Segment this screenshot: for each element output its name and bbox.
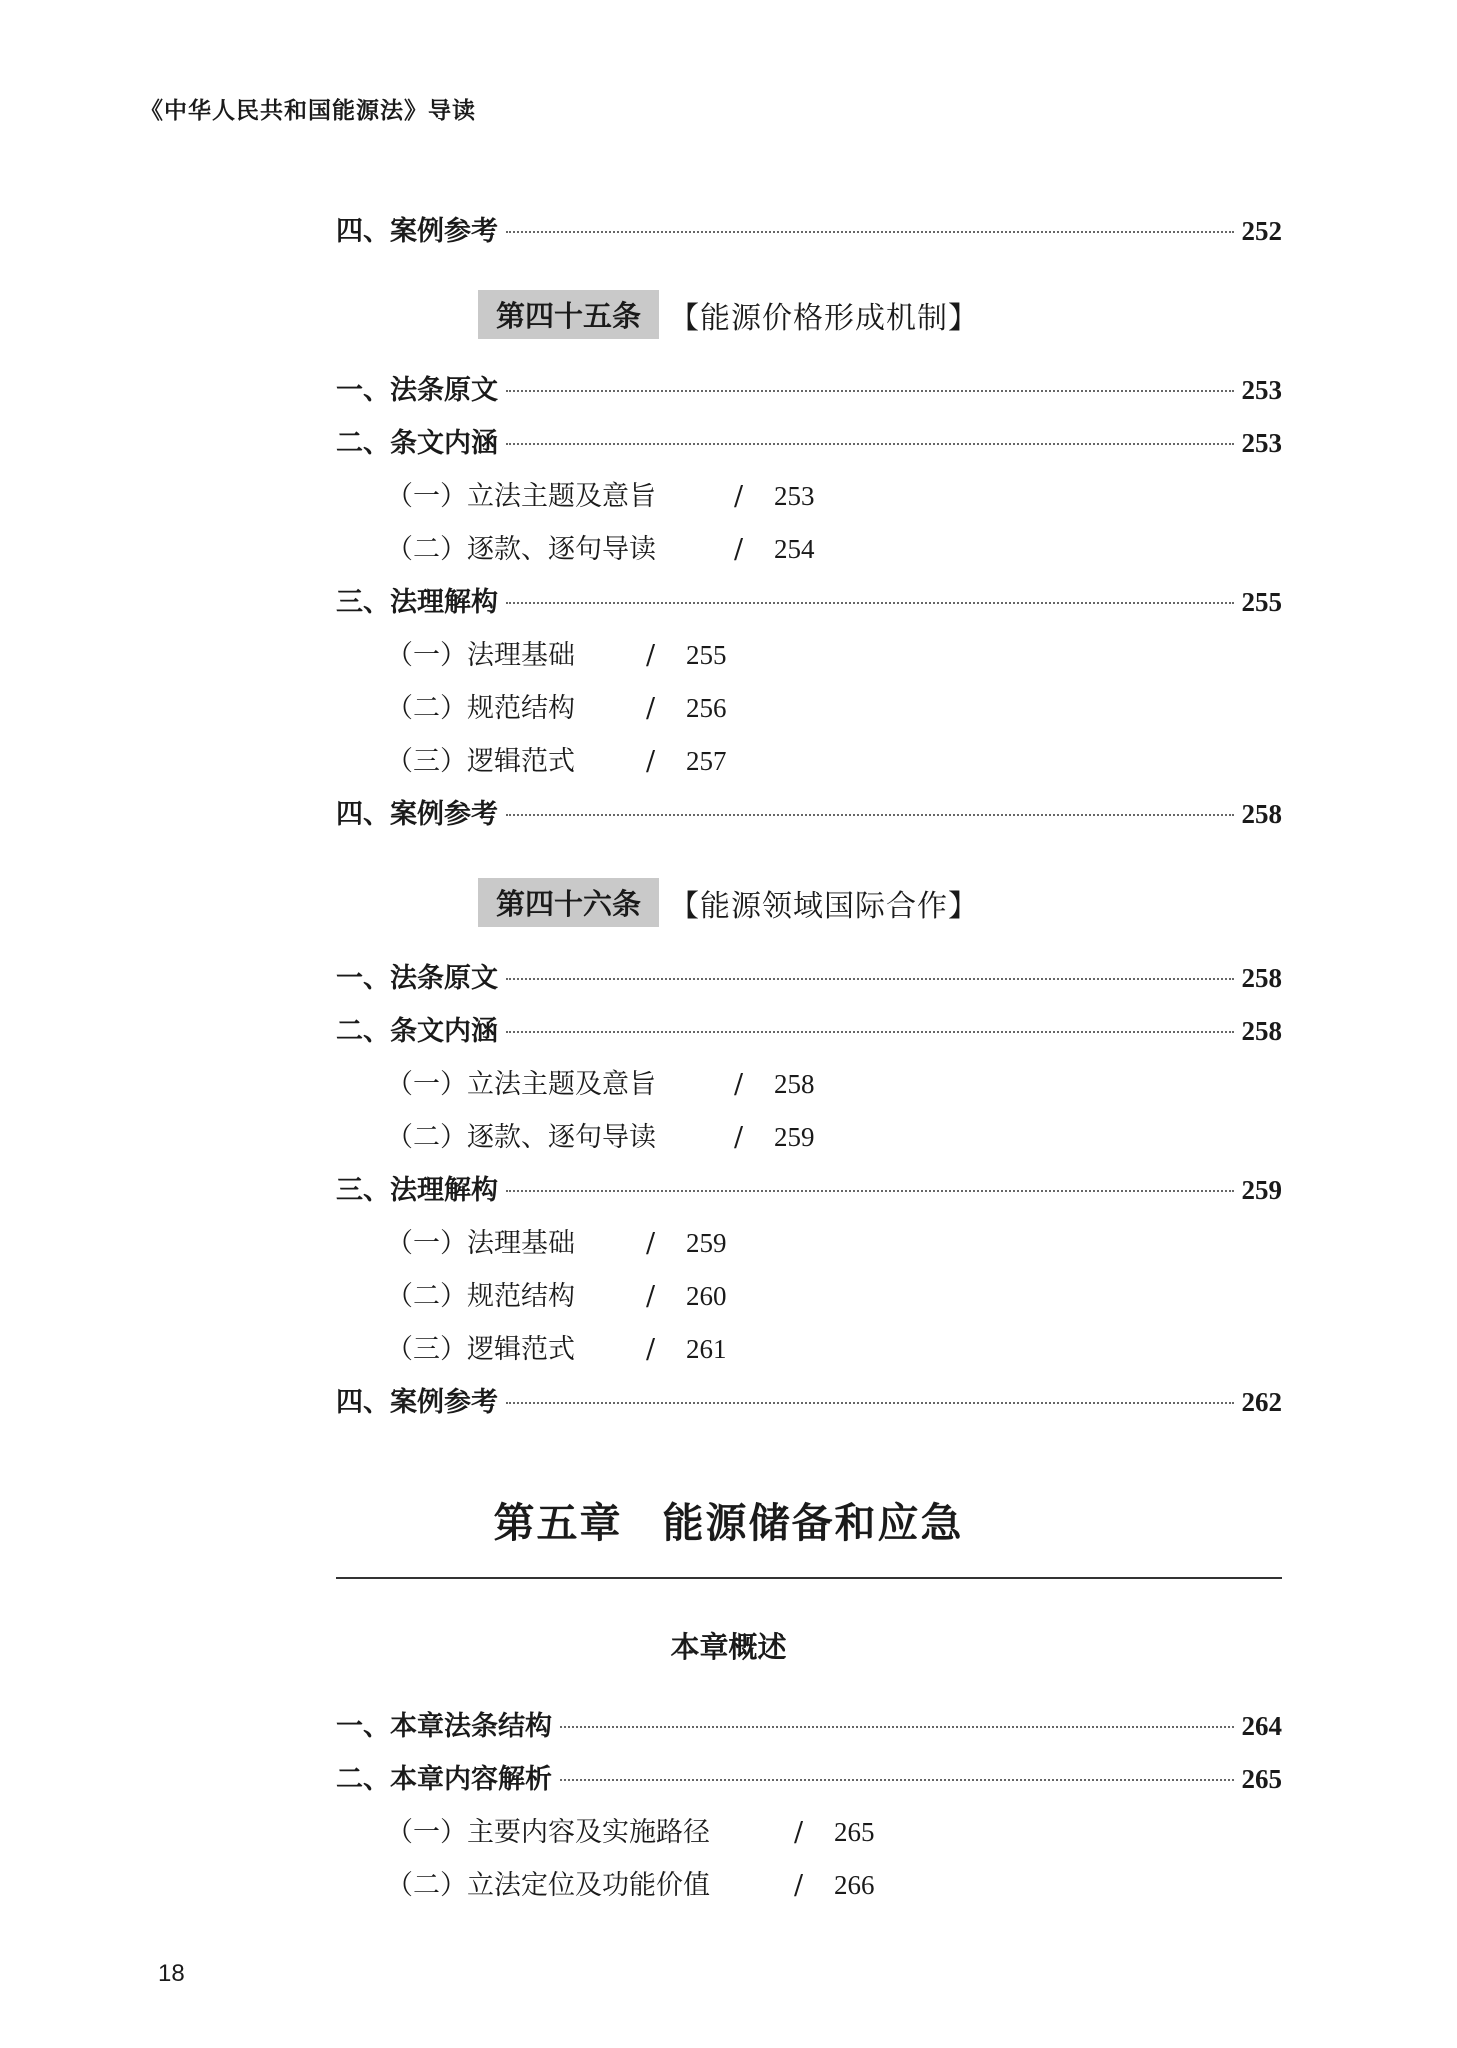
toc-entry[interactable] — [336, 1164, 1282, 1217]
toc-subentry[interactable] — [336, 523, 1282, 576]
toc-subentry-page: 255 — [686, 640, 727, 670]
toc-entry-page: 258 — [1241, 1016, 1282, 1046]
dot-leader — [506, 390, 1234, 392]
article-title: 【能源价格形成机制】 — [669, 300, 979, 336]
page-separator: / — [794, 1817, 804, 1848]
toc-entry-label: 四、案例参考 — [336, 216, 498, 247]
toc-entry[interactable] — [336, 364, 1282, 417]
toc-entry-page: 259 — [1241, 1175, 1282, 1205]
toc-subentry-page: 257 — [686, 746, 727, 776]
page-separator: / — [646, 746, 656, 777]
article-heading-45 — [0, 290, 1457, 339]
page-number: 18 — [158, 1960, 185, 1987]
toc-subentry[interactable] — [336, 470, 1282, 523]
toc-entry-page: 258 — [1241, 963, 1282, 993]
toc-subentry[interactable] — [336, 1111, 1282, 1164]
toc-entry[interactable] — [336, 788, 1282, 841]
toc-entry-label: 二、条文内涵 — [336, 1016, 498, 1047]
toc-entry[interactable] — [336, 205, 1282, 258]
toc-subentry-page: 256 — [686, 693, 727, 723]
toc-entry-page: 253 — [1241, 428, 1282, 458]
article-number: 第四十五条 — [478, 290, 659, 339]
dot-leader — [560, 1726, 1234, 1728]
toc-entry-label: 二、条文内涵 — [336, 428, 498, 459]
page-separator: / — [734, 1069, 744, 1100]
toc-entry-label: 三、法理解构 — [336, 1175, 498, 1206]
toc-subentry-page: 261 — [686, 1334, 727, 1364]
toc-block-article-45 — [336, 364, 1282, 841]
dot-leader — [506, 1190, 1234, 1192]
toc-subentry-page: 265 — [834, 1817, 875, 1847]
toc-subentry[interactable] — [336, 1058, 1282, 1111]
dot-leader — [506, 978, 1234, 980]
toc-subentry-label: （二）逐款、逐句导读 — [386, 1122, 656, 1153]
toc-entry-label: 二、本章内容解析 — [336, 1764, 552, 1795]
toc-subentry-label: （一）法理基础 — [386, 1228, 575, 1259]
page-separator: / — [734, 481, 744, 512]
page-separator: / — [646, 1281, 656, 1312]
toc-subentry-page: 266 — [834, 1870, 875, 1900]
toc-subentry-label: （一）主要内容及实施路径 — [386, 1817, 710, 1848]
toc-subentry[interactable] — [336, 1859, 1282, 1912]
toc-entry-page: 253 — [1241, 375, 1282, 405]
toc-entry-page: 262 — [1241, 1387, 1282, 1417]
article-number: 第四十六条 — [478, 878, 659, 927]
toc-subentry-page: 260 — [686, 1281, 727, 1311]
toc-entry[interactable] — [336, 1376, 1282, 1429]
toc-entry-label: 一、法条原文 — [336, 963, 498, 994]
toc-entry-page: 258 — [1241, 799, 1282, 829]
page-separator: / — [646, 640, 656, 671]
toc-subentry-label: （二）立法定位及功能价值 — [386, 1870, 710, 1901]
chapter-heading — [0, 1490, 1457, 1549]
toc-subentry[interactable] — [336, 629, 1282, 682]
toc-entry-page: 264 — [1241, 1711, 1282, 1741]
toc-subentry[interactable] — [336, 1323, 1282, 1376]
toc-entry[interactable] — [336, 1005, 1282, 1058]
toc-entry-label: 四、案例参考 — [336, 1387, 498, 1418]
toc-subentry-label: （二）逐款、逐句导读 — [386, 534, 656, 565]
dot-leader — [506, 231, 1234, 233]
chapter-number: 第五章 — [493, 1499, 623, 1547]
toc-subentry-label: （三）逻辑范式 — [386, 1334, 575, 1365]
toc-subentry-label: （三）逻辑范式 — [386, 746, 575, 777]
toc-subentry-label: （一）立法主题及意旨 — [386, 481, 656, 512]
toc-subentry-page: 259 — [774, 1122, 815, 1152]
toc-block-article-46 — [336, 952, 1282, 1429]
toc-subentry[interactable] — [336, 735, 1282, 788]
toc-entry-label: 三、法理解构 — [336, 587, 498, 618]
toc-entry-label: 一、法条原文 — [336, 375, 498, 406]
toc-subentry-page: 258 — [774, 1069, 815, 1099]
toc-entry[interactable] — [336, 1753, 1282, 1806]
toc-subentry[interactable] — [336, 1217, 1282, 1270]
dot-leader — [506, 1402, 1234, 1404]
toc-subentry[interactable] — [336, 1806, 1282, 1859]
toc-entry-label: 一、本章法条结构 — [336, 1711, 552, 1742]
toc-subentry[interactable] — [336, 682, 1282, 735]
page-separator: / — [734, 1122, 744, 1153]
toc-subentry-label: （二）规范结构 — [386, 693, 575, 724]
toc-entry[interactable] — [336, 417, 1282, 470]
article-heading-46 — [0, 878, 1457, 927]
dot-leader — [506, 443, 1234, 445]
article-title: 【能源领域国际合作】 — [669, 888, 979, 924]
page-separator: / — [646, 1228, 656, 1259]
toc-block-overview — [336, 1700, 1282, 1912]
toc-entry[interactable] — [336, 952, 1282, 1005]
overview-heading: 本章概述 — [670, 1630, 787, 1664]
toc-subentry-label: （二）规范结构 — [386, 1281, 575, 1312]
toc-subentry-label: （一）立法主题及意旨 — [386, 1069, 656, 1100]
toc-subentry-page: 254 — [774, 534, 815, 564]
dot-leader — [560, 1779, 1234, 1781]
chapter-divider — [336, 1577, 1282, 1579]
toc-subentry-page: 253 — [774, 481, 815, 511]
toc-block-top — [336, 205, 1282, 258]
toc-subentry[interactable] — [336, 1270, 1282, 1323]
page-separator: / — [646, 693, 656, 724]
toc-entry-page: 255 — [1241, 587, 1282, 617]
dot-leader — [506, 814, 1234, 816]
chapter-title: 能源储备和应急 — [662, 1499, 964, 1547]
dot-leader — [506, 1031, 1234, 1033]
toc-entry[interactable] — [336, 576, 1282, 629]
toc-subentry-label: （一）法理基础 — [386, 640, 575, 671]
page-separator: / — [734, 534, 744, 565]
page-separator: / — [646, 1334, 656, 1365]
dot-leader — [506, 602, 1234, 604]
toc-entry-label: 四、案例参考 — [336, 799, 498, 830]
toc-entry[interactable] — [336, 1700, 1282, 1753]
running-head: 《中华人民共和国能源法》导读 — [140, 98, 476, 124]
toc-entry-page: 265 — [1241, 1764, 1282, 1794]
toc-subentry-page: 259 — [686, 1228, 727, 1258]
toc-entry-page: 252 — [1241, 216, 1282, 246]
page-separator: / — [794, 1870, 804, 1901]
